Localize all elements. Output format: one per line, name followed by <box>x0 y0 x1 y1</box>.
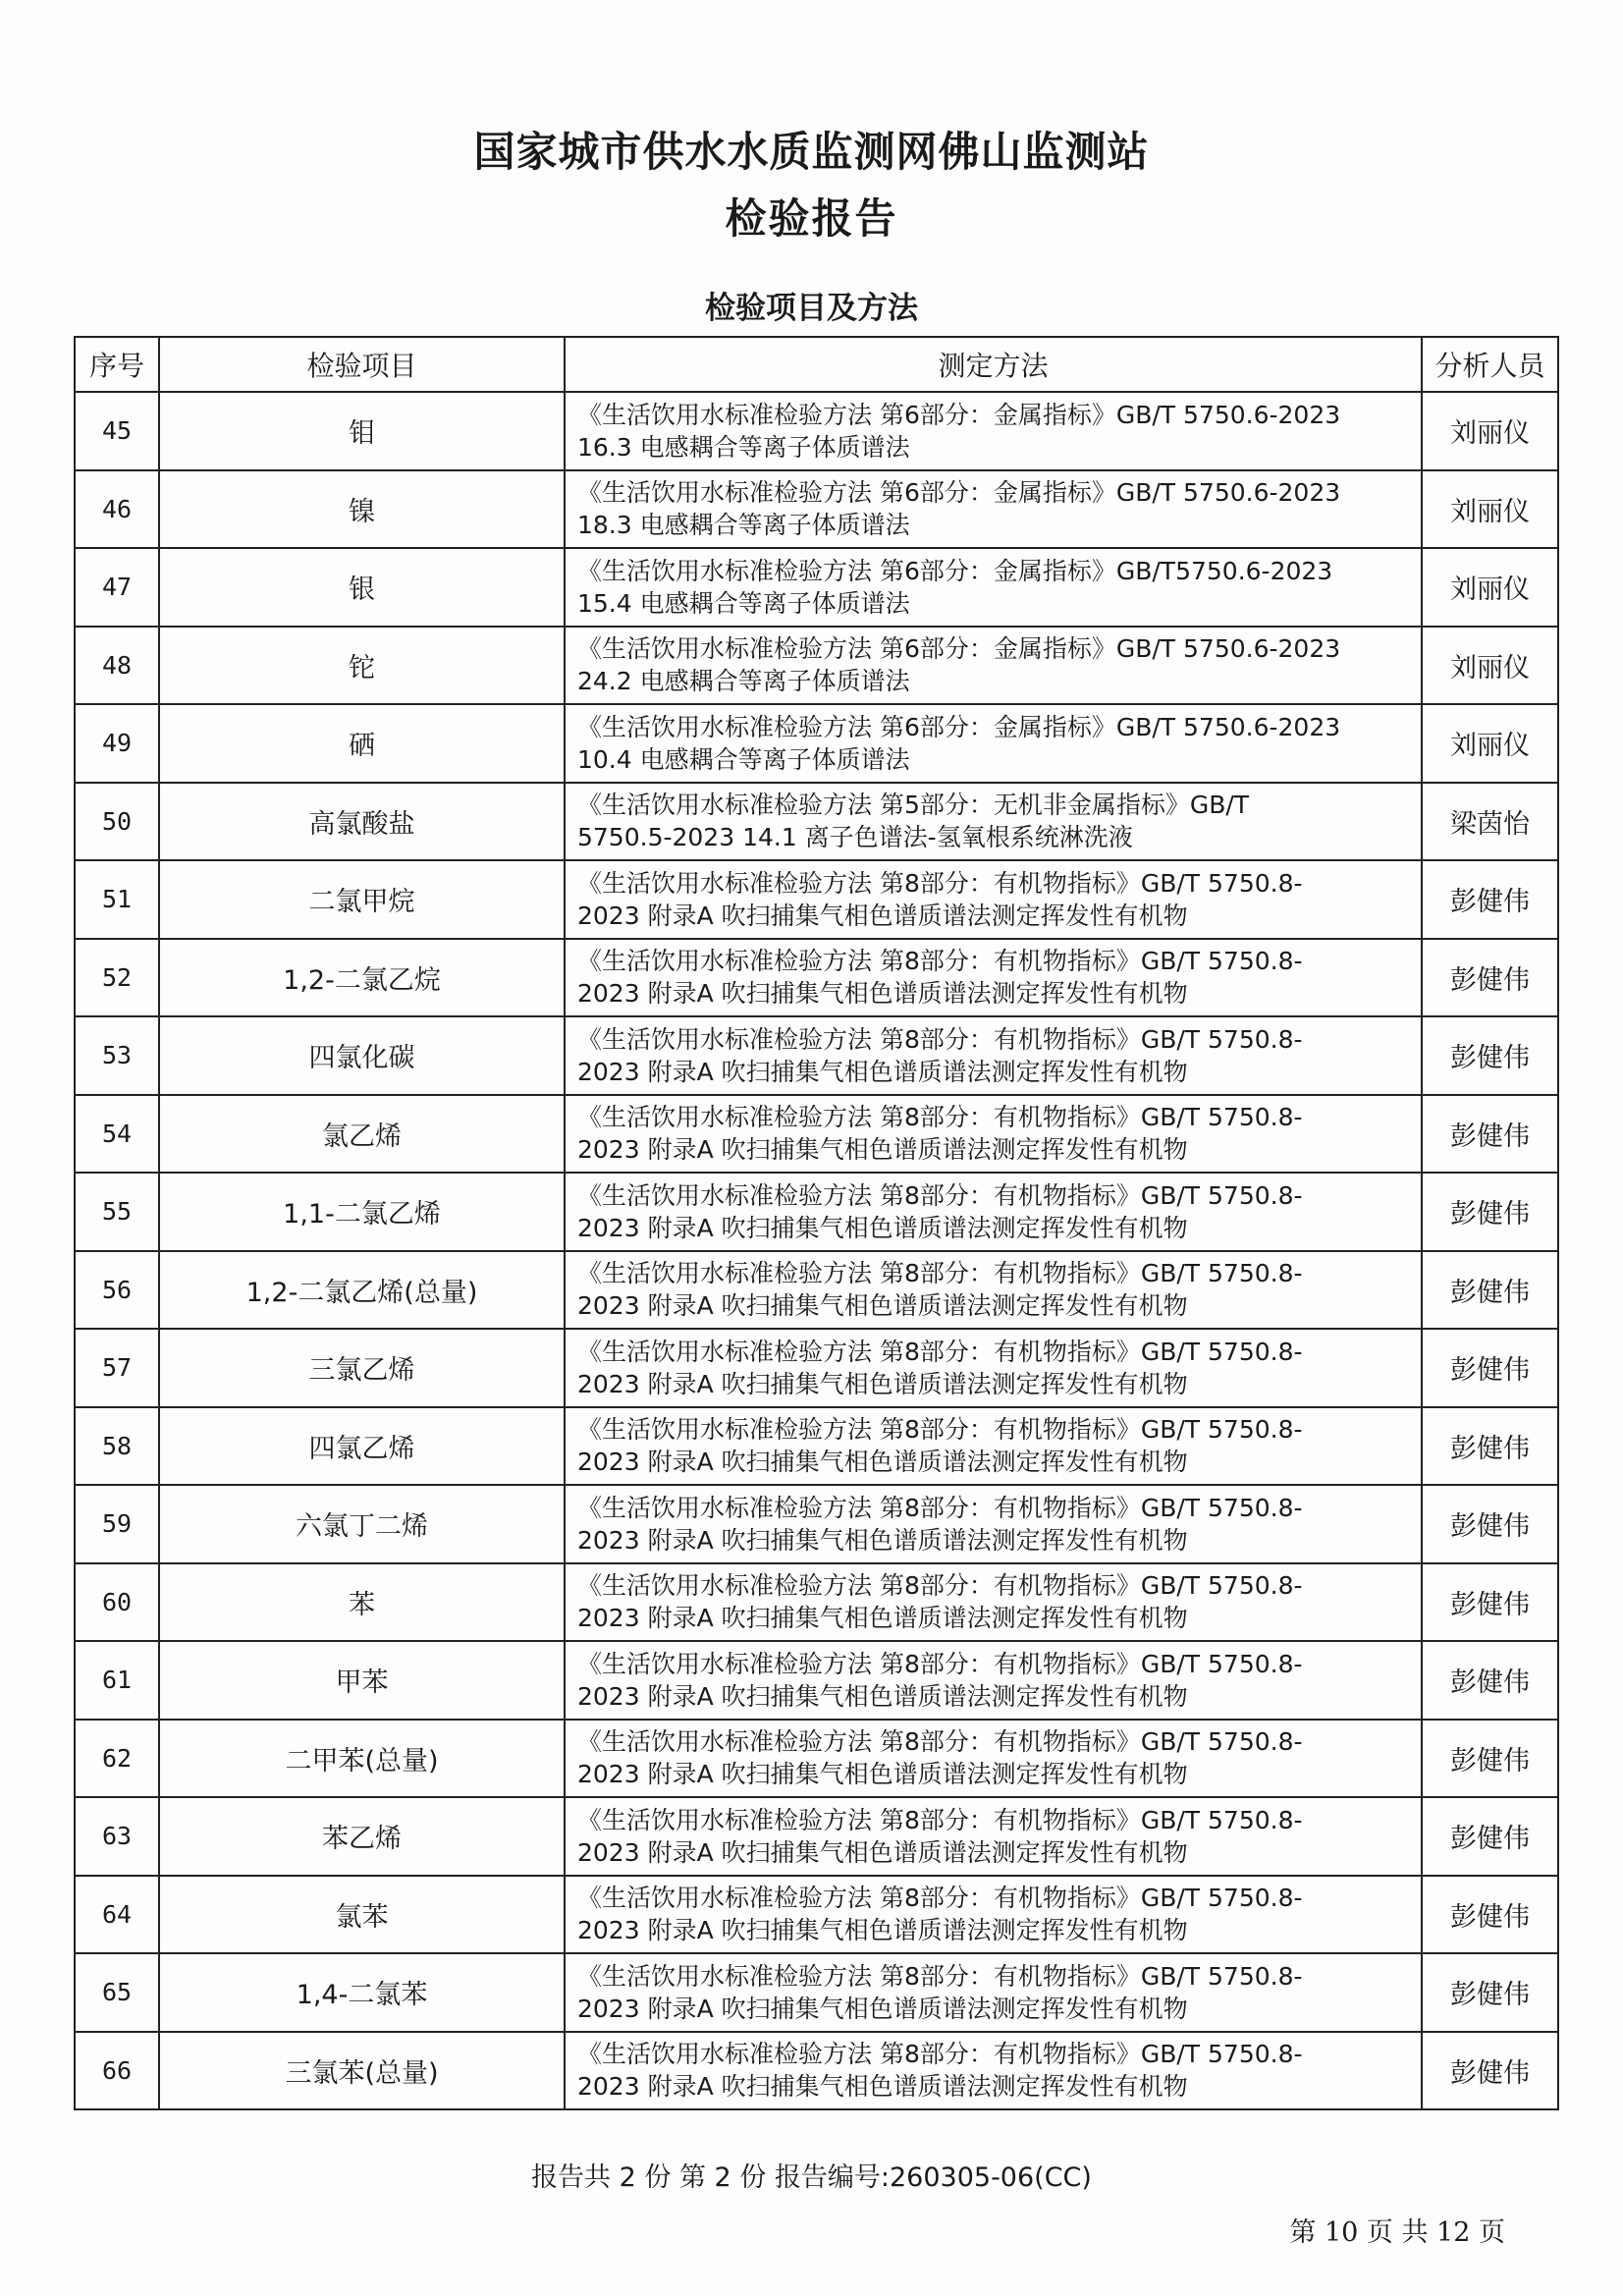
cell-no: 65 <box>75 1953 159 2032</box>
table-row <box>75 392 1558 470</box>
method-line-1: 《生活饮用水标准检验方法 第8部分：有机物指标》GB/T 5750.8- <box>577 1024 1303 1054</box>
table-row <box>75 704 1558 783</box>
table-row <box>75 1173 1558 1251</box>
cell-method <box>565 548 1422 627</box>
cell-analyst: 彭健伟 <box>1422 1095 1558 1174</box>
cell-analyst: 彭健伟 <box>1422 1797 1558 1876</box>
cell-no: 47 <box>75 548 159 627</box>
cell-item: 二氯甲烷 <box>159 860 565 939</box>
cell-no: 52 <box>75 939 159 1017</box>
method-line-1: 《生活饮用水标准检验方法 第8部分：有机物指标》GB/T 5750.8- <box>577 1884 1303 1913</box>
method-line-2: 2023 附录A 吹扫捕集气相色谱质谱法测定挥发性有机物 <box>577 1837 1188 1867</box>
cell-item: 氯乙烯 <box>159 1095 565 1174</box>
table-row <box>75 1095 1558 1174</box>
table-row <box>75 1641 1558 1720</box>
cell-no: 56 <box>75 1251 159 1330</box>
section-title: 检验项目及方法 <box>705 291 918 326</box>
cell-no: 48 <box>75 627 159 705</box>
cell-analyst: 刘丽仪 <box>1422 470 1558 549</box>
cell-no: 54 <box>75 1095 159 1174</box>
table-row <box>75 1876 1558 1954</box>
method-line-1: 《生活饮用水标准检验方法 第5部分：无机非金属指标》GB/T <box>577 791 1250 820</box>
method-line-2: 15.4 电感耦合等离子体质谱法 <box>577 588 910 618</box>
cell-method <box>565 1641 1422 1720</box>
cell-analyst: 彭健伟 <box>1422 1016 1558 1095</box>
cell-item: 甲苯 <box>159 1641 565 1720</box>
cell-analyst: 彭健伟 <box>1422 1485 1558 1563</box>
method-line-1: 《生活饮用水标准检验方法 第6部分：金属指标》GB/T5750.6-2023 <box>577 556 1333 585</box>
method-line-1: 《生活饮用水标准检验方法 第8部分：有机物指标》GB/T 5750.8- <box>577 2040 1303 2069</box>
cell-method <box>565 392 1422 470</box>
method-line-2: 2023 附录A 吹扫捕集气相色谱质谱法测定挥发性有机物 <box>577 1916 1188 1945</box>
cell-method <box>565 2032 1422 2110</box>
method-line-2: 2023 附录A 吹扫捕集气相色谱质谱法测定挥发性有机物 <box>577 901 1188 930</box>
cell-no: 50 <box>75 783 159 861</box>
cell-analyst: 刘丽仪 <box>1422 392 1558 470</box>
page-number: 第 10 页 共 12 页 <box>1289 2217 1505 2248</box>
cell-item: 苯乙烯 <box>159 1797 565 1876</box>
cell-method <box>565 1329 1422 1407</box>
cell-analyst: 彭健伟 <box>1422 1876 1558 1954</box>
cell-no: 57 <box>75 1329 159 1407</box>
cell-method <box>565 1876 1422 1954</box>
cell-item: 1,2-二氯乙烯(总量) <box>159 1251 565 1330</box>
cell-item: 四氯乙烯 <box>159 1407 565 1486</box>
method-line-1: 《生活饮用水标准检验方法 第8部分：有机物指标》GB/T 5750.8- <box>577 1103 1303 1132</box>
cell-item: 二甲苯(总量) <box>159 1720 565 1798</box>
header-analyst: 分析人员 <box>1422 337 1558 392</box>
cell-method <box>565 1563 1422 1642</box>
method-line-1: 《生活饮用水标准检验方法 第8部分：有机物指标》GB/T 5750.8- <box>577 1337 1303 1366</box>
method-line-2: 2023 附录A 吹扫捕集气相色谱质谱法测定挥发性有机物 <box>577 1525 1188 1555</box>
cell-item: 苯 <box>159 1563 565 1642</box>
method-line-2: 18.3 电感耦合等离子体质谱法 <box>577 511 910 540</box>
cell-analyst: 彭健伟 <box>1422 1251 1558 1330</box>
table-row <box>75 939 1558 1017</box>
cell-analyst: 彭健伟 <box>1422 1563 1558 1642</box>
cell-method <box>565 1720 1422 1798</box>
cell-method <box>565 1095 1422 1174</box>
cell-no: 59 <box>75 1485 159 1563</box>
method-line-1: 《生活饮用水标准检验方法 第6部分：金属指标》GB/T 5750.6-2023 <box>577 712 1341 741</box>
cell-method <box>565 1797 1422 1876</box>
method-line-2: 2023 附录A 吹扫捕集气相色谱质谱法测定挥发性有机物 <box>577 1994 1188 2023</box>
method-line-2: 10.4 电感耦合等离子体质谱法 <box>577 744 910 774</box>
cell-analyst: 彭健伟 <box>1422 1641 1558 1720</box>
table-row <box>75 1953 1558 2032</box>
table-row <box>75 470 1558 549</box>
table-row <box>75 2032 1558 2110</box>
cell-item: 钼 <box>159 392 565 470</box>
cell-no: 46 <box>75 470 159 549</box>
cell-no: 60 <box>75 1563 159 1642</box>
items-table <box>74 336 1559 2110</box>
method-line-2: 5750.5-2023 14.1 离子色谱法-氢氧根系统淋洗液 <box>577 823 1133 852</box>
cell-analyst: 彭健伟 <box>1422 1720 1558 1798</box>
org-title: 国家城市供水水质监测网佛山监测站 <box>473 128 1150 176</box>
method-line-2: 16.3 电感耦合等离子体质谱法 <box>577 432 910 462</box>
table-row <box>75 627 1558 705</box>
cell-method <box>565 1485 1422 1563</box>
method-line-1: 《生活饮用水标准检验方法 第8部分：有机物指标》GB/T 5750.8- <box>577 1805 1303 1834</box>
table-row <box>75 1407 1558 1486</box>
cell-item: 四氯化碳 <box>159 1016 565 1095</box>
table-row <box>75 1251 1558 1330</box>
method-line-1: 《生活饮用水标准检验方法 第8部分：有机物指标》GB/T 5750.8- <box>577 1415 1303 1445</box>
method-line-2: 2023 附录A 吹扫捕集气相色谱质谱法测定挥发性有机物 <box>577 1448 1188 1477</box>
header-method: 测定方法 <box>565 337 1422 392</box>
cell-analyst: 刘丽仪 <box>1422 704 1558 783</box>
cell-method <box>565 470 1422 549</box>
cell-no: 63 <box>75 1797 159 1876</box>
cell-method <box>565 627 1422 705</box>
cell-no: 45 <box>75 392 159 470</box>
cell-no: 49 <box>75 704 159 783</box>
cell-item: 硒 <box>159 704 565 783</box>
method-line-2: 2023 附录A 吹扫捕集气相色谱质谱法测定挥发性有机物 <box>577 1057 1188 1086</box>
cell-analyst: 刘丽仪 <box>1422 548 1558 627</box>
method-line-2: 2023 附录A 吹扫捕集气相色谱质谱法测定挥发性有机物 <box>577 1213 1188 1242</box>
table-row <box>75 783 1558 861</box>
method-line-1: 《生活饮用水标准检验方法 第8部分：有机物指标》GB/T 5750.8- <box>577 1961 1303 1991</box>
method-line-1: 《生活饮用水标准检验方法 第8部分：有机物指标》GB/T 5750.8- <box>577 1571 1303 1601</box>
cell-item: 三氯乙烯 <box>159 1329 565 1407</box>
method-line-2: 2023 附录A 吹扫捕集气相色谱质谱法测定挥发性有机物 <box>577 1135 1188 1165</box>
cell-analyst: 梁茵怡 <box>1422 783 1558 861</box>
cell-item: 1,1-二氯乙烯 <box>159 1173 565 1251</box>
method-line-2: 2023 附录A 吹扫捕集气相色谱质谱法测定挥发性有机物 <box>577 1681 1188 1711</box>
cell-analyst: 彭健伟 <box>1422 2032 1558 2110</box>
cell-analyst: 彭健伟 <box>1422 1329 1558 1407</box>
method-line-1: 《生活饮用水标准检验方法 第8部分：有机物指标》GB/T 5750.8- <box>577 1649 1303 1678</box>
header-item: 检验项目 <box>159 337 565 392</box>
cell-item: 1,2-二氯乙烷 <box>159 939 565 1017</box>
method-line-2: 2023 附录A 吹扫捕集气相色谱质谱法测定挥发性有机物 <box>577 1369 1188 1398</box>
cell-analyst: 刘丽仪 <box>1422 627 1558 705</box>
cell-item: 高氯酸盐 <box>159 783 565 861</box>
cell-no: 53 <box>75 1016 159 1095</box>
cell-no: 58 <box>75 1407 159 1486</box>
cell-analyst: 彭健伟 <box>1422 1953 1558 2032</box>
cell-item: 银 <box>159 548 565 627</box>
table-row <box>75 1797 1558 1876</box>
cell-method <box>565 1173 1422 1251</box>
header-no: 序号 <box>75 337 159 392</box>
method-line-2: 2023 附录A 吹扫捕集气相色谱质谱法测定挥发性有机物 <box>577 2072 1188 2102</box>
cell-item: 镍 <box>159 470 565 549</box>
cell-no: 64 <box>75 1876 159 1954</box>
cell-item: 铊 <box>159 627 565 705</box>
cell-analyst: 彭健伟 <box>1422 860 1558 939</box>
method-line-1: 《生活饮用水标准检验方法 第8部分：有机物指标》GB/T 5750.8- <box>577 1259 1303 1288</box>
cell-method <box>565 1016 1422 1095</box>
table-row <box>75 1720 1558 1798</box>
table-row <box>75 548 1558 627</box>
method-line-1: 《生活饮用水标准检验方法 第8部分：有机物指标》GB/T 5750.8- <box>577 868 1303 898</box>
method-line-2: 2023 附录A 吹扫捕集气相色谱质谱法测定挥发性有机物 <box>577 1291 1188 1321</box>
cell-method <box>565 939 1422 1017</box>
cell-method <box>565 783 1422 861</box>
cell-item: 1,4-二氯苯 <box>159 1953 565 2032</box>
cell-no: 55 <box>75 1173 159 1251</box>
method-line-1: 《生活饮用水标准检验方法 第8部分：有机物指标》GB/T 5750.8- <box>577 1493 1303 1522</box>
cell-item: 六氯丁二烯 <box>159 1485 565 1563</box>
cell-method <box>565 704 1422 783</box>
table-row <box>75 1485 1558 1563</box>
table-row <box>75 1563 1558 1642</box>
cell-analyst: 彭健伟 <box>1422 939 1558 1017</box>
cell-analyst: 彭健伟 <box>1422 1407 1558 1486</box>
method-line-1: 《生活饮用水标准检验方法 第8部分：有机物指标》GB/T 5750.8- <box>577 947 1303 976</box>
method-line-2: 2023 附录A 吹扫捕集气相色谱质谱法测定挥发性有机物 <box>577 1760 1188 1789</box>
report-copies: 报告共 2 份 第 2 份 报告编号:260305-06(CC) <box>531 2162 1092 2193</box>
cell-no: 51 <box>75 860 159 939</box>
method-line-1: 《生活饮用水标准检验方法 第6部分：金属指标》GB/T 5750.6-2023 <box>577 400 1341 429</box>
report-title: 检验报告 <box>725 194 898 243</box>
method-line-1: 《生活饮用水标准检验方法 第8部分：有机物指标》GB/T 5750.8- <box>577 1727 1303 1757</box>
table-row <box>75 860 1558 939</box>
method-line-1: 《生活饮用水标准检验方法 第6部分：金属指标》GB/T 5750.6-2023 <box>577 634 1341 664</box>
method-line-2: 2023 附录A 吹扫捕集气相色谱质谱法测定挥发性有机物 <box>577 979 1188 1009</box>
cell-no: 66 <box>75 2032 159 2110</box>
table-row <box>75 1329 1558 1407</box>
cell-method <box>565 1407 1422 1486</box>
table-header-row <box>75 337 1558 392</box>
cell-item: 氯苯 <box>159 1876 565 1954</box>
table-row <box>75 1016 1558 1095</box>
method-line-1: 《生活饮用水标准检验方法 第8部分：有机物指标》GB/T 5750.8- <box>577 1180 1303 1210</box>
cell-analyst: 彭健伟 <box>1422 1173 1558 1251</box>
cell-item: 三氯苯(总量) <box>159 2032 565 2110</box>
cell-no: 62 <box>75 1720 159 1798</box>
cell-method <box>565 1251 1422 1330</box>
method-line-1: 《生活饮用水标准检验方法 第6部分：金属指标》GB/T 5750.6-2023 <box>577 478 1341 508</box>
cell-method <box>565 1953 1422 2032</box>
cell-method <box>565 860 1422 939</box>
cell-no: 61 <box>75 1641 159 1720</box>
method-line-2: 24.2 电感耦合等离子体质谱法 <box>577 667 910 696</box>
method-line-2: 2023 附录A 吹扫捕集气相色谱质谱法测定挥发性有机物 <box>577 1604 1188 1633</box>
